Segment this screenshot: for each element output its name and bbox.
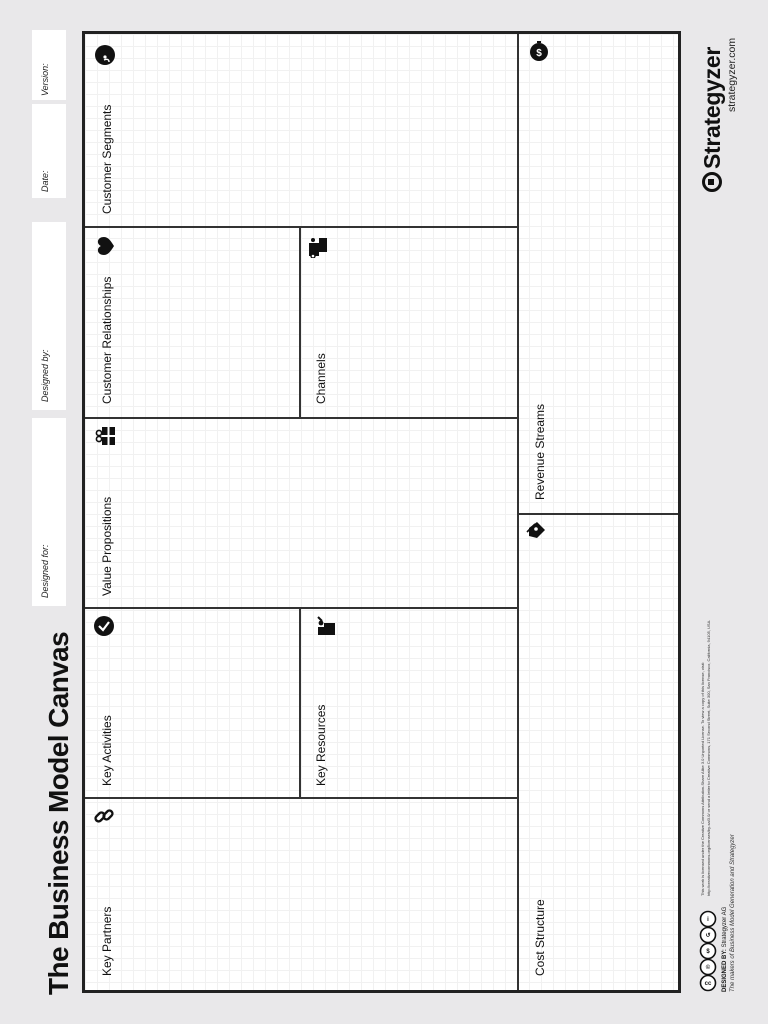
chain-link-icon (93, 805, 115, 827)
gift-icon (94, 425, 116, 447)
version-label: Version: (40, 63, 50, 96)
value-propositions-label: Value Propositions (100, 496, 114, 596)
strategyzer-name: Strategyzer (699, 47, 725, 169)
date-field[interactable] (32, 104, 66, 198)
cost-structure-label: Cost Structure (533, 899, 547, 976)
heart-icon (93, 235, 115, 257)
customer-segments-label: Customer Segments (100, 104, 114, 214)
key-partners-block[interactable] (85, 797, 517, 990)
page-title: The Business Model Canvas (43, 631, 74, 995)
revenue-streams-label: Revenue Streams (533, 403, 547, 500)
designed-by-label: Designed by: (40, 349, 50, 402)
designed-by-field[interactable] (32, 222, 66, 410)
customer-relationships-block[interactable] (85, 226, 299, 417)
price-tag-icon (525, 520, 547, 542)
key-resources-label: Key Resources (314, 704, 328, 786)
svg-text:$: $ (706, 949, 710, 955)
designed-by-footer-value: Strategyzer AG (722, 906, 728, 948)
key-partners-label: Key Partners (100, 906, 114, 976)
svg-text:cc: cc (704, 981, 712, 987)
license-line-1: This work is licensed under the Creative Commons Attribution-Share Alike 3.0 Unported License. To view a copy of this license, visit: (700, 662, 705, 896)
delivery-truck-icon (307, 236, 329, 258)
makers-line: The makers of Business Model Generation and Strategyzer (730, 834, 736, 992)
creative-commons-icons (697, 900, 719, 992)
customer-relationships-label: Customer Relationships (100, 276, 114, 404)
svg-text:i: i (707, 917, 709, 923)
customer-segments-block[interactable] (85, 34, 517, 226)
strategyzer-url: strategyzer.com (726, 37, 738, 112)
channels-label: Channels (314, 353, 328, 404)
customer-user-icon (94, 44, 116, 66)
money-bag-icon (528, 40, 550, 62)
key-activities-block[interactable] (85, 607, 299, 797)
strategyzer-logo-icon (701, 171, 723, 193)
svg-text:©: © (705, 965, 711, 971)
channels-block[interactable] (299, 226, 517, 417)
key-activities-label: Key Activities (100, 715, 114, 786)
checkmark-icon (93, 615, 115, 637)
svg-text:↺: ↺ (705, 933, 711, 939)
strategyzer-logo (700, 47, 728, 193)
designed-for-label: Designed for: (40, 544, 50, 598)
designed-for-field[interactable] (32, 418, 66, 606)
factory-worker-icon (315, 615, 337, 637)
designed-by-footer (722, 907, 728, 992)
designed-by-footer-label: DESIGNED BY: (722, 949, 728, 992)
svg-text:$: $ (536, 48, 542, 59)
license-line-2: http://creativecommons.org/licenses/by-sa/3.0/ or send a letter to Creative Commons, 171 Second Street, Suite 300, San Francisco, California, 94105, USA. (706, 619, 711, 896)
value-propositions-block[interactable] (85, 417, 517, 607)
version-field[interactable] (32, 30, 66, 100)
date-label: Date: (40, 170, 50, 192)
